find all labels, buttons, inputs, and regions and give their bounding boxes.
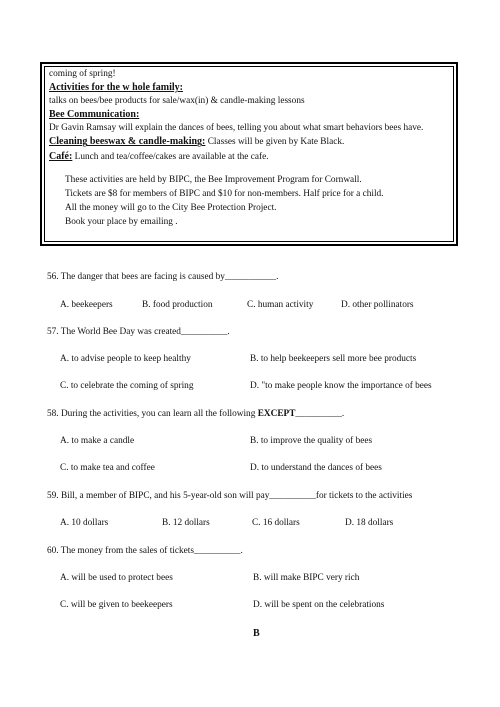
question-58-option-c[interactable]: C. to make tea and coffee: [60, 463, 155, 473]
section-row-beeswax: [49, 136, 449, 148]
info-box-inner: [44, 66, 454, 242]
note-money-use: All the money will go to the City Bee Protection Project.: [65, 203, 277, 214]
section-heading-bee-communication: Bee Communication:: [49, 109, 140, 121]
question-58-option-a[interactable]: A. to make a candle: [60, 436, 135, 446]
question-57-option-c[interactable]: C. to celebrate the coming of spring: [60, 381, 194, 391]
question-56-option-d[interactable]: D. other pollinators: [341, 300, 414, 310]
note-ticket-prices: Tickets are $8 for members of BIPC and $10 for non-members. Half price for a child.: [65, 188, 384, 199]
question-58-stem-blank: __________.: [295, 409, 345, 419]
question-58-stem: [47, 409, 344, 420]
info-box: [40, 62, 458, 246]
question-59-option-d[interactable]: D. 18 dollars: [345, 518, 394, 528]
question-56-stem: 56. The danger that bees are facing is caused by___________.: [47, 272, 279, 282]
question-60-option-c[interactable]: C. will be given to beekeepers: [60, 600, 173, 610]
question-59-option-b[interactable]: B. 12 dollars: [162, 518, 210, 528]
section-text-activities: talks on bees/bee products for sale/wax(in) & candle-making lessons: [49, 96, 305, 107]
section-text-bee-communication: Dr Gavin Ramsay will explain the dances of bees, telling you about what smart behaviors bees have.: [49, 123, 424, 134]
question-57-option-a[interactable]: A. to advise people to keep healthy: [60, 354, 191, 364]
section-text-cafe: Lunch and tea/coffee/cakes are available at the cafe.: [72, 151, 269, 162]
section-heading-activities: Activities for the w hole family:: [49, 82, 183, 94]
question-59-stem: 59. Bill, a member of BIPC, and his 5-year-old son will pay__________for tickets to the activities: [47, 491, 413, 501]
box-intro-line: coming of spring!: [49, 69, 116, 79]
question-59-option-c[interactable]: C. 16 dollars: [252, 518, 300, 528]
section-heading-beeswax: Cleaning beeswax & candle-making:: [49, 136, 206, 148]
question-57-stem: 57. The World Bee Day was created__________.: [47, 327, 230, 337]
question-56-option-a[interactable]: A. beekeepers: [60, 300, 113, 310]
question-57-option-d[interactable]: D. "to make people know the importance of bees: [250, 381, 432, 391]
section-heading-cafe: Café:: [49, 150, 73, 162]
question-57-option-b[interactable]: B. to help beekeepers sell more bee products: [250, 354, 417, 364]
notes-block: [49, 175, 449, 229]
section-label: B: [253, 628, 260, 639]
question-59-option-a[interactable]: A. 10 dollars: [60, 518, 109, 528]
question-58-stem-emphasis: EXCEPT: [257, 409, 296, 419]
note-organizer: These activities are held by BIPC, the Bee Improvement Program for Cornwall.: [65, 174, 362, 185]
section-row-cafe: [49, 151, 449, 163]
question-60-stem: 60. The money from the sales of tickets__________.: [47, 546, 243, 556]
question-60-option-d[interactable]: D. will be spent on the celebrations: [253, 600, 385, 610]
question-58-option-d[interactable]: D. to understand the dances of bees: [250, 463, 382, 473]
question-56-option-b[interactable]: B. food production: [142, 300, 213, 310]
question-56-option-c[interactable]: C. human activity: [247, 300, 314, 310]
question-60-option-a[interactable]: A. will be used to protect bees: [60, 573, 173, 583]
question-58-stem-text: 58. During the activities, you can learn all the following: [47, 409, 258, 419]
question-58-option-b[interactable]: B. to improve the quality of bees: [250, 436, 373, 446]
section-text-beeswax: Classes will be given by Kate Black.: [205, 137, 345, 148]
question-60-option-b[interactable]: B. will make BIPC very rich: [253, 573, 360, 583]
note-booking: Book your place by emailing .: [65, 217, 178, 228]
